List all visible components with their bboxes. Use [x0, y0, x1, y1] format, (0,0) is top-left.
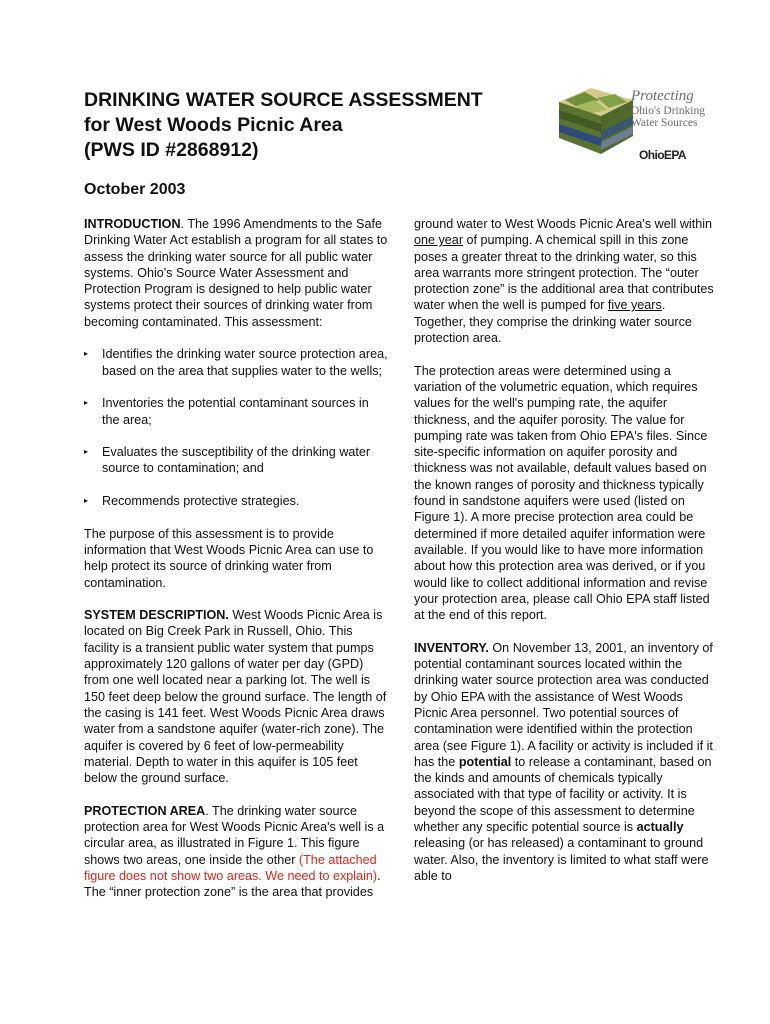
- logo-agency: OhioEPA: [639, 148, 686, 162]
- document-title: [84, 88, 544, 163]
- protection-area-text-2: . The “inner protection zone” is the area that provides: [84, 868, 381, 900]
- zone-text-1: ground water to West Woods Picnic Area's well within: [414, 217, 713, 231]
- list-item-text: Evaluates the susceptibility of the drinking water source to contamination; and: [102, 445, 371, 476]
- title-line-3: (PWS ID #2868912): [84, 139, 259, 161]
- right-column: [414, 216, 714, 900]
- list-item: [84, 444, 389, 477]
- list-item: [84, 395, 389, 428]
- inventory-text-1: On November 13, 2001, an inventory of potential contaminant sources located within the drinking water source protection area was conducted by Ohio EPA with the assistance of West Woods Picnic Area personnel. Two potential sources of contamination were identified within the protection area (see Figure 1). A facility or activity is included if it has the: [414, 640, 713, 769]
- ohio-epa-logo: [555, 76, 705, 168]
- system-description-text: West Woods Picnic Area is located on Big Creek Park in Russell, Ohio. This facility is a transient public water system that pumps approximately 120 gallons of water per day (GPD) from one well located near a parking lot. The well is 150 feet deep below the ground surface. The length of the casing is 141 feet. West Woods Picnic Area draws water from a sandstone aquifer (water-rich zone). The aquifer is covered by 6 feet of low-permeability material. Depth to water in this aquifer is 105 feet below the ground surface.: [84, 608, 387, 786]
- purpose-paragraph: The purpose of this assessment is to provide information that West Woods Picnic Area can use to help protect its source of drinking water from contamination.: [84, 526, 374, 590]
- left-column: [84, 216, 389, 917]
- bullet-icon: ▸: [84, 349, 89, 359]
- actually-emphasis: actually: [636, 819, 684, 834]
- title-line-2: for West Woods Picnic Area: [84, 114, 343, 136]
- bullet-icon: ▸: [84, 398, 89, 408]
- list-item-text: Inventories the potential contaminant sources in the area;: [102, 396, 369, 427]
- inventory-paragraph: [414, 640, 714, 884]
- logo-line-2: Ohio's Drinking: [631, 105, 705, 117]
- method-paragraph: The protection areas were determined using a variation of the volumetric equation, which requires values for the well's pumping rate, the aquifer thickness, and the aquifer porosity. The value for pumping rate was taken from Ohio EPA's files. Since site-specific information on aquifer porosity and thickness was not available, default values based on the known ranges of porosity and thickness typically found in sandstone aquifers were used (listed on Figure 1). A more precise protection area could be determined if more detailed aquifer information were available. If you would like to have more information about how this protection area was derived, or if you would like to collect additional information and revise your protection area, please call Ohio EPA staff listed at the end of this report.: [414, 363, 710, 623]
- logo-text: [631, 88, 705, 129]
- introduction-paragraph: [84, 216, 389, 330]
- list-item: [84, 346, 389, 379]
- list-item-text: Recommends protective strategies.: [102, 494, 300, 509]
- assessment-list: [84, 346, 389, 509]
- landscape-block-icon: [555, 80, 637, 160]
- zone-text-2: of pumping. A chemical spill in this zone poses a greater threat to the drinking water, so this area warrants more stringent protection. The “outer protection zone” is the additional area that contributes water when the well is pumped for: [414, 233, 714, 313]
- logo-line-1: Protecting: [631, 88, 694, 104]
- system-description-heading: SYSTEM DESCRIPTION.: [84, 608, 229, 623]
- introduction-heading: INTRODUCTION: [84, 217, 181, 231]
- title-line-1: DRINKING WATER SOURCE ASSESSMENT: [84, 89, 483, 111]
- five-years-underline: five years: [607, 298, 662, 313]
- list-item-text: Identifies the drinking water source protection area, based on the area that supplies water to the wells;: [102, 347, 388, 378]
- protection-area-heading: PROTECTION AREA: [84, 803, 206, 818]
- protection-area-text-1: . The drinking water source protection area for West Woods Picnic Area's well is a circular area, as illustrated in Figure 1. This figure shows two areas, one inside the other: [84, 803, 385, 867]
- inventory-heading: INVENTORY.: [414, 640, 489, 655]
- bullet-icon: ▸: [84, 496, 89, 506]
- bullet-icon: ▸: [84, 447, 89, 457]
- potential-emphasis: potential: [458, 754, 512, 769]
- protection-zone-paragraph: [414, 216, 714, 346]
- introduction-text: . The 1996 Amendments to the Safe Drinking Water Act establish a program for all states to assess the drinking water source for all public water systems. Ohio's Source Water Assessment and Protection Program is designed to help public water systems protect their sources of drinking water from becoming contaminated. This assessment:: [84, 217, 388, 329]
- one-year-underline: one year: [414, 233, 464, 248]
- logo-line-3: Water Sources: [631, 117, 698, 129]
- zone-text-3: . Together, they comprise the drinking water source protection area.: [414, 298, 692, 346]
- report-date: October 2003: [84, 181, 186, 198]
- inventory-text-3: releasing (or has released) a contaminant to ground water. Also, the inventory is limited to what staff were able to: [414, 836, 709, 883]
- system-description-paragraph: [84, 607, 389, 786]
- inventory-text-2: to release a contaminant, based on the kinds and amounts of chemicals typically associated with that type of facility or activity. It is beyond the scope of this assessment to determine whether any specific potential source is: [414, 754, 712, 834]
- protection-area-note: (The attached figure does not show two areas. We need to explain): [84, 852, 378, 883]
- protection-area-paragraph: [84, 803, 389, 901]
- list-item: [84, 493, 389, 509]
